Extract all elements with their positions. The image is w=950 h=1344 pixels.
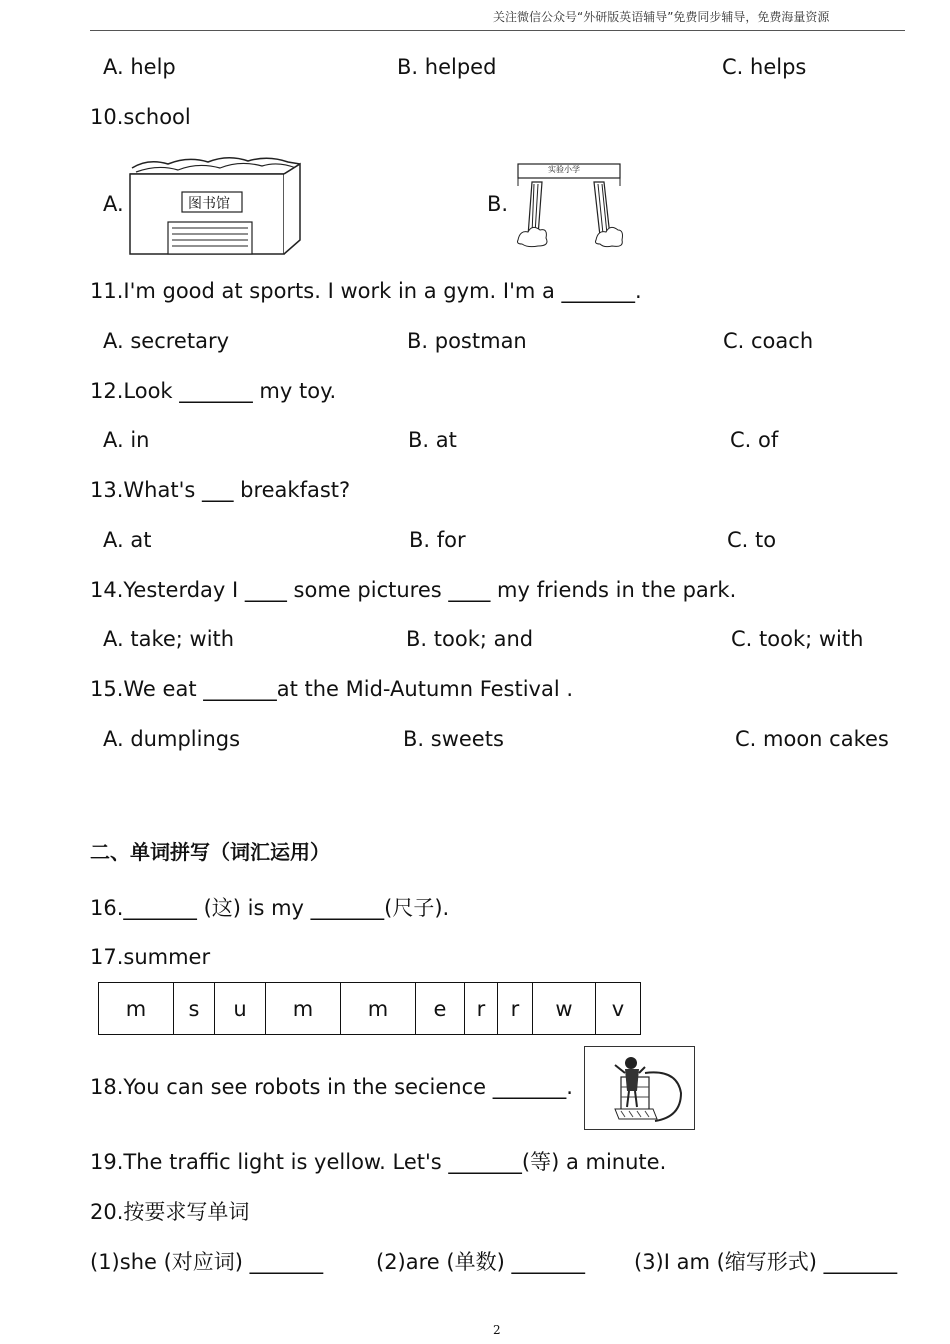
letter-cell[interactable]: m: [99, 983, 174, 1035]
q14-option-b[interactable]: B. took; and: [406, 627, 534, 651]
letter-cell[interactable]: e: [416, 983, 465, 1035]
letter-cell[interactable]: w: [533, 983, 596, 1035]
q15-option-b[interactable]: B. sweets: [403, 727, 504, 751]
q20-part-2[interactable]: (2)are (单数) _______: [376, 1250, 585, 1274]
q15-option-c[interactable]: C. moon cakes: [735, 727, 889, 751]
q13-option-b[interactable]: B. for: [409, 528, 466, 552]
museum-robot-image[interactable]: [584, 1046, 695, 1130]
letter-cell[interactable]: r: [465, 983, 498, 1035]
letter-cell[interactable]: v: [596, 983, 641, 1035]
section-title: 二、单词拼写（词汇运用）: [90, 840, 330, 864]
letter-cell[interactable]: m: [266, 983, 341, 1035]
letter-grid: [98, 982, 641, 1035]
school-gate-image[interactable]: [514, 160, 624, 248]
q12-option-b[interactable]: B. at: [408, 428, 457, 452]
q11-stem: 11.I'm good at sports. I work in a gym. I'm a _______.: [90, 279, 642, 303]
q10-option-a[interactable]: A.: [103, 192, 124, 216]
letter-cell[interactable]: r: [498, 983, 533, 1035]
school-sign: 实验小学: [548, 165, 580, 174]
q9-option-b[interactable]: B. helped: [397, 55, 497, 79]
robot-museum-icon: [585, 1047, 694, 1129]
q17-stem: 17.summer: [90, 945, 211, 969]
q10-option-b[interactable]: B.: [487, 192, 509, 216]
q10-stem: 10.school: [90, 105, 191, 129]
library-sign: 图书馆: [188, 196, 230, 212]
q13-stem: 13.What's ___ breakfast?: [90, 478, 351, 502]
q15-stem: 15.We eat _______at the Mid-Autumn Festival .: [90, 677, 574, 701]
q18-stem: 18.You can see robots in the secience _______.: [90, 1075, 573, 1099]
q14-option-c[interactable]: C. took; with: [731, 627, 864, 651]
q20-stem: 20.按要求写单词: [90, 1200, 250, 1224]
q9-option-c[interactable]: C. helps: [722, 55, 807, 79]
letter-cell[interactable]: m: [341, 983, 416, 1035]
q16-stem: 16._______ (这) is my _______(尺子).: [90, 896, 450, 920]
q12-option-c[interactable]: C. of: [730, 428, 779, 452]
q12-option-a[interactable]: A. in: [103, 428, 150, 452]
q12-stem: 12.Look _______ my toy.: [90, 379, 337, 403]
q20-part-3[interactable]: (3)I am (缩写形式) _______: [634, 1250, 898, 1274]
q11-option-c[interactable]: C. coach: [723, 329, 814, 353]
q9-option-a[interactable]: A. help: [103, 55, 176, 79]
q13-option-a[interactable]: A. at: [103, 528, 152, 552]
q14-stem: 14.Yesterday I ____ some pictures ____ my friends in the park.: [90, 578, 737, 602]
q11-option-a[interactable]: A. secretary: [103, 329, 230, 353]
q19-stem: 19.The traffic light is yellow. Let's _______(等) a minute.: [90, 1150, 667, 1174]
q13-option-c[interactable]: C. to: [727, 528, 777, 552]
letter-cell[interactable]: u: [215, 983, 266, 1035]
page-header: 关注微信公众号“外研版英语辅导”免费同步辅导，免费海量资源: [493, 10, 830, 24]
page-number: 2: [493, 1323, 501, 1337]
letter-cell[interactable]: s: [174, 983, 215, 1035]
library-building-image[interactable]: [128, 152, 304, 256]
q11-option-b[interactable]: B. postman: [407, 329, 527, 353]
q14-option-a[interactable]: A. take; with: [103, 627, 235, 651]
q15-option-a[interactable]: A. dumplings: [103, 727, 241, 751]
header-divider: [90, 30, 905, 31]
q20-part-1[interactable]: (1)she (对应词) _______: [90, 1250, 324, 1274]
